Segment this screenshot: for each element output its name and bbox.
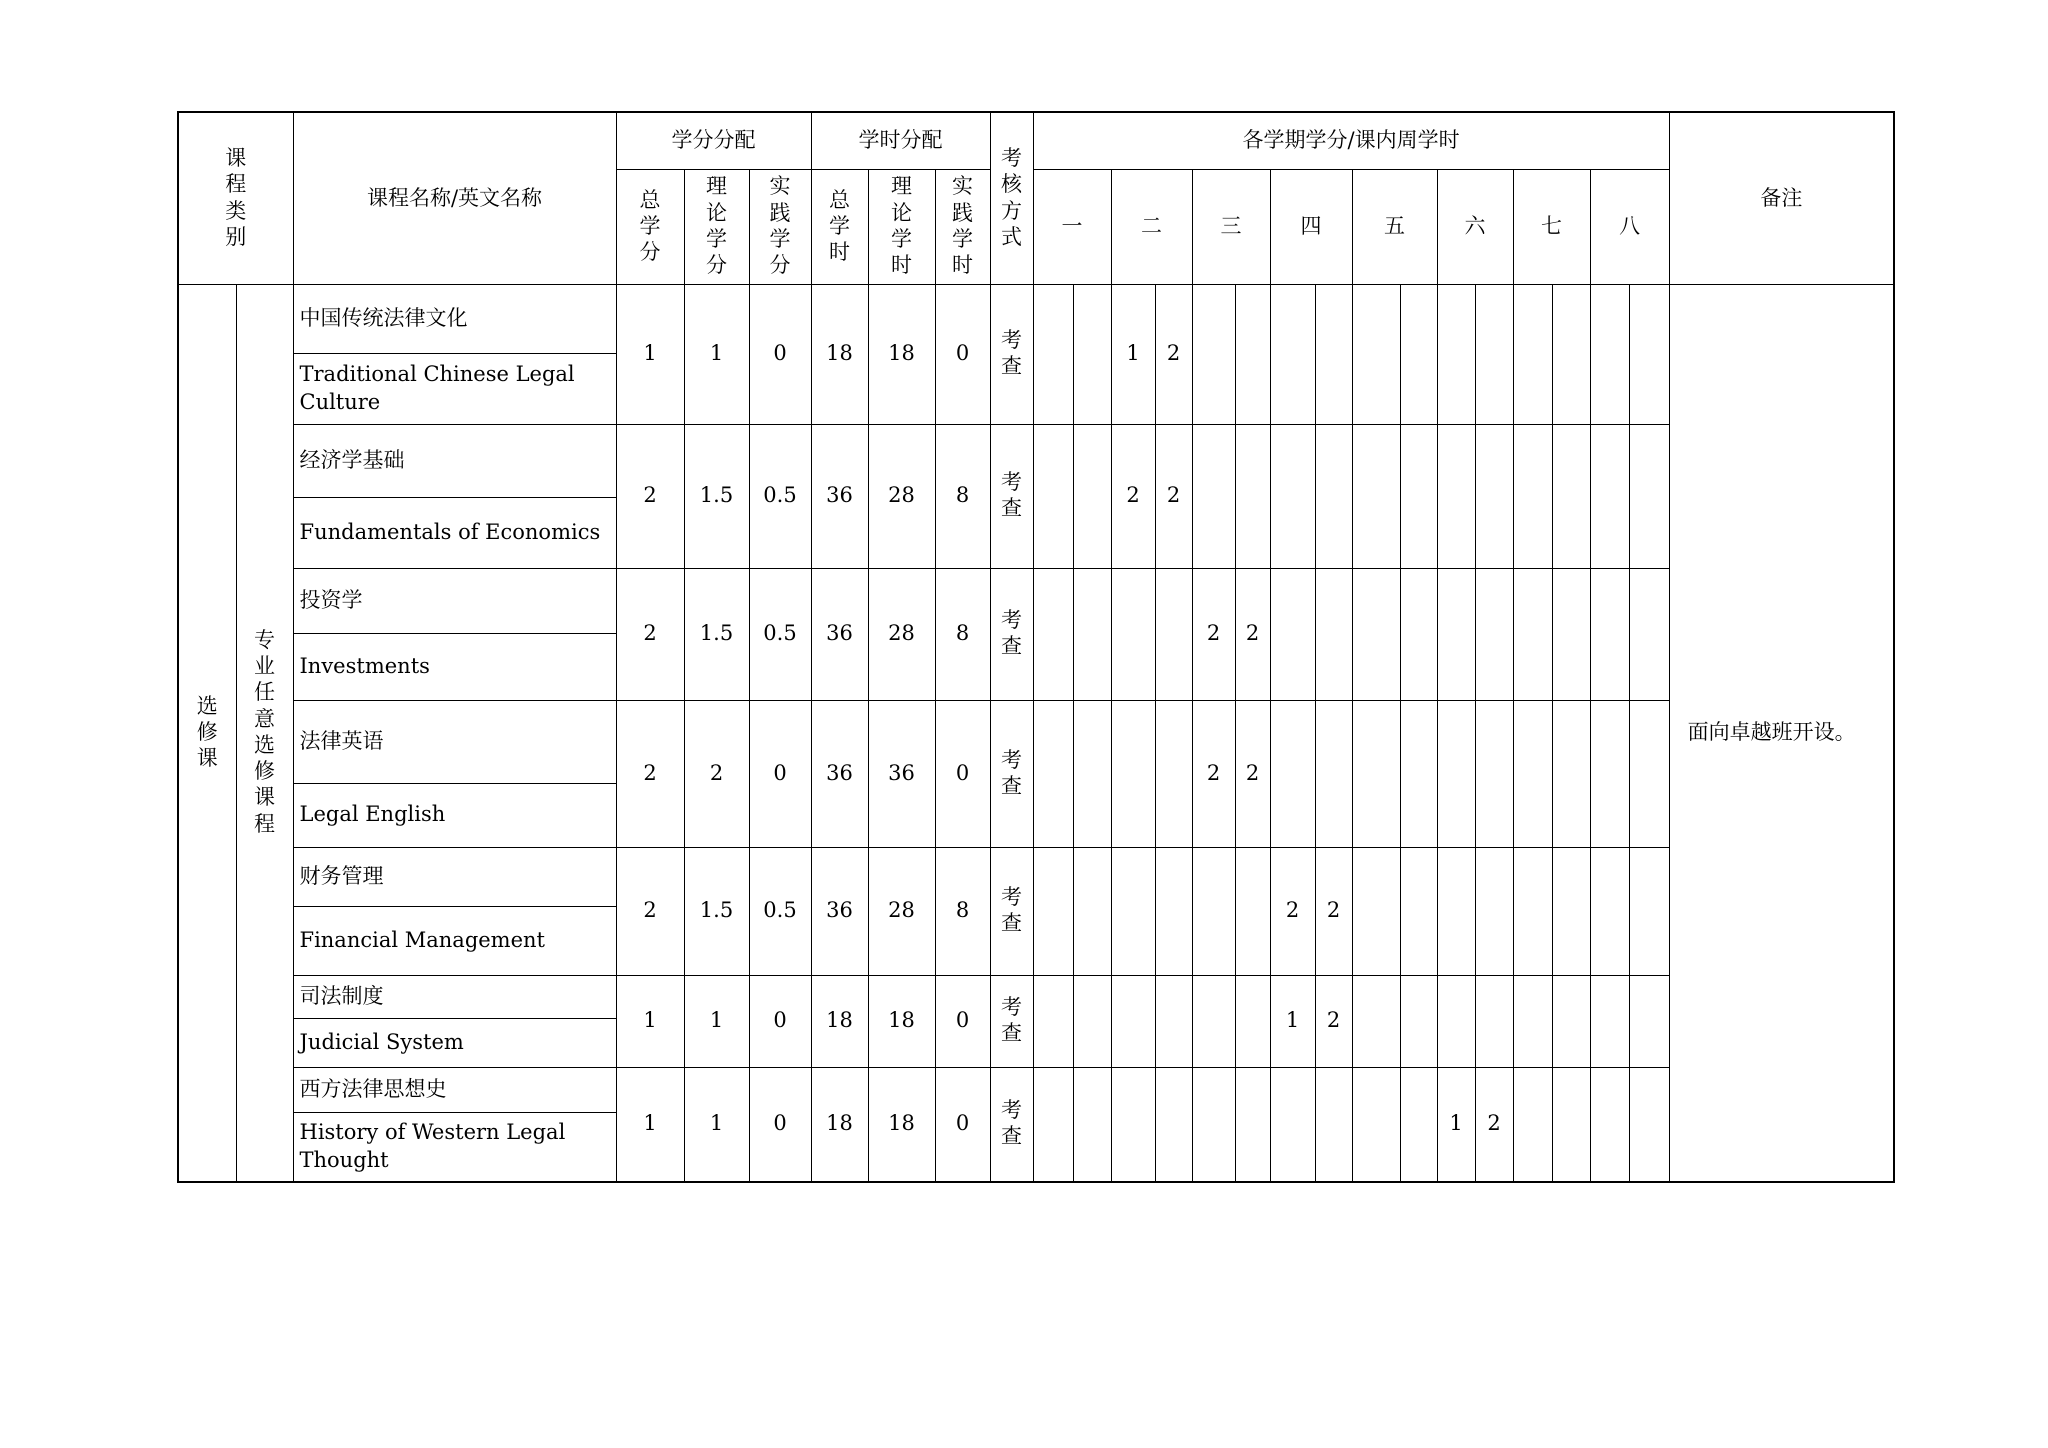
cell-hour-theory: 18 [868, 1067, 935, 1182]
cell-semester-empty [1629, 284, 1669, 424]
cell-semester-empty [1155, 847, 1192, 975]
cell-semester-empty [1513, 700, 1552, 847]
cell-semester-empty [1513, 1067, 1552, 1182]
cell-semester-empty [1033, 1067, 1073, 1182]
remark-cell: 面向卓越班开设。 [1669, 284, 1894, 1182]
cell-semester-empty [1270, 700, 1315, 847]
cell-semester-hours: 2 [1475, 1067, 1513, 1182]
header-credit-distribution: 学分分配 [616, 112, 811, 169]
cell-semester-empty [1192, 975, 1235, 1067]
cell-semester-empty [1437, 975, 1475, 1067]
cell-semester-empty [1315, 284, 1352, 424]
cell-assessment-text: 考查 [1001, 885, 1023, 936]
cell-semester-empty [1513, 284, 1552, 424]
cell-credit-total: 2 [616, 847, 684, 975]
cell-assessment [990, 1067, 1033, 1182]
header-semester-2: 二 [1111, 169, 1192, 284]
header-hour-total-text: 总学时 [829, 187, 851, 265]
cell-hour-total: 36 [811, 700, 868, 847]
category-sub-text: 专业任意选修课程 [254, 627, 275, 836]
cell-semester-empty [1111, 975, 1155, 1067]
cell-hour-practice: 8 [935, 568, 990, 700]
course-name-en: Legal English [293, 783, 616, 847]
cell-semester-empty [1552, 568, 1590, 700]
cell-assessment-text: 考查 [1001, 747, 1023, 798]
cell-hour-practice: 8 [935, 847, 990, 975]
cell-credit-total: 2 [616, 700, 684, 847]
header-hour-practice [935, 169, 990, 284]
header-semester-3: 三 [1192, 169, 1270, 284]
header-credit-theory-text: 理论学分 [706, 174, 727, 278]
cell-credit-total: 1 [616, 284, 684, 424]
cell-assessment-text: 考查 [1001, 470, 1023, 521]
cell-semester-empty [1552, 700, 1590, 847]
cell-semester-credit: 2 [1192, 568, 1235, 700]
cell-semester-empty [1629, 424, 1669, 568]
cell-hour-theory: 18 [868, 975, 935, 1067]
cell-credit-theory: 1 [684, 1067, 749, 1182]
course-name-cn: 法律英语 [293, 700, 616, 783]
category-main [178, 284, 236, 1182]
header-hour-theory-text: 理论学时 [891, 174, 913, 278]
cell-semester-empty [1155, 700, 1192, 847]
cell-hour-total: 18 [811, 284, 868, 424]
cell-semester-empty [1270, 424, 1315, 568]
cell-assessment [990, 424, 1033, 568]
cell-semester-empty [1235, 284, 1270, 424]
cell-assessment [990, 700, 1033, 847]
cell-semester-empty [1437, 284, 1475, 424]
cell-semester-empty [1315, 700, 1352, 847]
cell-semester-empty [1033, 424, 1073, 568]
cell-semester-empty [1475, 568, 1513, 700]
cell-credit-total: 2 [616, 424, 684, 568]
cell-semester-empty [1475, 284, 1513, 424]
cell-semester-empty [1629, 700, 1669, 847]
cell-semester-empty [1235, 1067, 1270, 1182]
cell-semester-empty [1073, 568, 1111, 700]
cell-semester-credit: 1 [1270, 975, 1315, 1067]
cell-semester-hours: 2 [1155, 424, 1192, 568]
course-name-cn: 中国传统法律文化 [293, 284, 616, 353]
course-name-en: Financial Management [293, 906, 616, 975]
cell-semester-empty [1475, 424, 1513, 568]
header-hour-distribution: 学时分配 [811, 112, 990, 169]
cell-semester-empty [1552, 847, 1590, 975]
header-semester-7: 七 [1513, 169, 1590, 284]
cell-semester-empty [1270, 1067, 1315, 1182]
cell-semester-empty [1552, 975, 1590, 1067]
course-name-cn: 财务管理 [293, 847, 616, 906]
cell-semester-empty [1155, 1067, 1192, 1182]
cell-semester-empty [1513, 568, 1552, 700]
table-row [178, 1067, 1894, 1112]
course-name-en: Fundamentals of Economics [293, 497, 616, 568]
cell-hour-theory: 28 [868, 847, 935, 975]
cell-semester-empty [1475, 700, 1513, 847]
course-name-cn: 司法制度 [293, 975, 616, 1018]
header-hour-theory [868, 169, 935, 284]
cell-semester-empty [1033, 847, 1073, 975]
cell-assessment-text: 考查 [1001, 328, 1023, 379]
cell-semester-empty [1552, 1067, 1590, 1182]
course-name-cn: 西方法律思想史 [293, 1067, 616, 1112]
cell-hour-practice: 0 [935, 284, 990, 424]
cell-semester-empty [1629, 1067, 1669, 1182]
cell-semester-credit: 2 [1270, 847, 1315, 975]
cell-semester-empty [1352, 1067, 1400, 1182]
cell-assessment [990, 975, 1033, 1067]
cell-semester-empty [1400, 700, 1437, 847]
course-name-cn: 经济学基础 [293, 424, 616, 497]
cell-semester-empty [1629, 568, 1669, 700]
cell-semester-hours: 2 [1235, 568, 1270, 700]
table-row [178, 284, 1894, 353]
header-semester-5: 五 [1352, 169, 1437, 284]
category-sub [236, 284, 293, 1182]
cell-semester-empty [1033, 568, 1073, 700]
cell-hour-practice: 8 [935, 424, 990, 568]
cell-semester-empty [1400, 975, 1437, 1067]
cell-semester-empty [1315, 424, 1352, 568]
course-name-en: History of Western Legal Thought [293, 1112, 616, 1182]
cell-credit-theory: 1 [684, 975, 749, 1067]
cell-hour-theory: 36 [868, 700, 935, 847]
table-row [178, 847, 1894, 906]
cell-semester-hours: 2 [1315, 847, 1352, 975]
cell-credit-practice: 0 [749, 975, 811, 1067]
cell-semester-empty [1352, 424, 1400, 568]
course-name-en: Judicial System [293, 1018, 616, 1067]
cell-hour-practice: 0 [935, 975, 990, 1067]
cell-semester-empty [1073, 700, 1111, 847]
cell-semester-hours: 2 [1235, 700, 1270, 847]
cell-semester-empty [1111, 1067, 1155, 1182]
cell-semester-empty [1590, 568, 1629, 700]
cell-semester-empty [1235, 847, 1270, 975]
cell-semester-empty [1192, 1067, 1235, 1182]
cell-semester-empty [1033, 284, 1073, 424]
cell-semester-empty [1590, 1067, 1629, 1182]
cell-semester-empty [1552, 424, 1590, 568]
cell-semester-empty [1552, 284, 1590, 424]
cell-assessment [990, 847, 1033, 975]
cell-semester-empty [1400, 568, 1437, 700]
cell-semester-empty [1073, 424, 1111, 568]
course-name-cn: 投资学 [293, 568, 616, 633]
cell-credit-practice: 0.5 [749, 424, 811, 568]
header-credit-total-text: 总学分 [639, 187, 661, 265]
cell-assessment [990, 284, 1033, 424]
cell-semester-empty [1352, 568, 1400, 700]
cell-credit-practice: 0 [749, 1067, 811, 1182]
table-row [178, 975, 1894, 1018]
cell-hour-total: 36 [811, 568, 868, 700]
cell-semester-empty [1073, 975, 1111, 1067]
cell-semester-empty [1629, 975, 1669, 1067]
header-semester-4: 四 [1270, 169, 1352, 284]
cell-semester-empty [1111, 700, 1155, 847]
cell-semester-empty [1352, 284, 1400, 424]
cell-semester-empty [1400, 284, 1437, 424]
cell-semester-empty [1400, 1067, 1437, 1182]
header-semester-8: 八 [1590, 169, 1669, 284]
cell-semester-empty [1352, 847, 1400, 975]
cell-semester-empty [1437, 568, 1475, 700]
cell-semester-empty [1437, 700, 1475, 847]
header-credit-theory [684, 169, 749, 284]
cell-semester-empty [1475, 975, 1513, 1067]
cell-semester-empty [1629, 847, 1669, 975]
cell-hour-total: 36 [811, 847, 868, 975]
cell-semester-empty [1111, 847, 1155, 975]
cell-credit-practice: 0 [749, 700, 811, 847]
table-row [178, 424, 1894, 497]
cell-credit-theory: 1.5 [684, 847, 749, 975]
table-row [178, 700, 1894, 783]
cell-credit-total: 1 [616, 1067, 684, 1182]
cell-hour-theory: 28 [868, 568, 935, 700]
cell-credit-theory: 2 [684, 700, 749, 847]
header-semester-6: 六 [1437, 169, 1513, 284]
cell-credit-total: 2 [616, 568, 684, 700]
cell-semester-empty [1315, 1067, 1352, 1182]
cell-hour-total: 18 [811, 1067, 868, 1182]
cell-semester-empty [1400, 847, 1437, 975]
cell-semester-empty [1590, 700, 1629, 847]
cell-credit-practice: 0 [749, 284, 811, 424]
header-semester-1: 一 [1033, 169, 1111, 284]
cell-credit-theory: 1.5 [684, 424, 749, 568]
cell-semester-empty [1437, 424, 1475, 568]
cell-semester-empty [1590, 975, 1629, 1067]
cell-semester-empty [1513, 424, 1552, 568]
cell-assessment [990, 568, 1033, 700]
cell-semester-empty [1590, 284, 1629, 424]
cell-semester-empty [1590, 847, 1629, 975]
header-credit-practice [749, 169, 811, 284]
cell-credit-theory: 1 [684, 284, 749, 424]
cell-semester-credit: 2 [1192, 700, 1235, 847]
cell-semester-empty [1315, 568, 1352, 700]
cell-semester-empty [1192, 424, 1235, 568]
cell-semester-empty [1111, 568, 1155, 700]
cell-semester-empty [1400, 424, 1437, 568]
cell-semester-hours: 2 [1155, 284, 1192, 424]
header-hour-total [811, 169, 868, 284]
header-semesters-title: 各学期学分/课内周学时 [1033, 112, 1669, 169]
header-course-name: 课程名称/英文名称 [293, 112, 616, 284]
cell-credit-theory: 1.5 [684, 568, 749, 700]
cell-semester-hours: 2 [1315, 975, 1352, 1067]
cell-hour-theory: 28 [868, 424, 935, 568]
curriculum-table [177, 111, 1895, 1183]
course-name-en: Traditional Chinese Legal Culture [293, 353, 616, 424]
cell-semester-empty [1033, 975, 1073, 1067]
cell-semester-empty [1192, 284, 1235, 424]
cell-semester-empty [1513, 975, 1552, 1067]
cell-semester-credit: 1 [1437, 1067, 1475, 1182]
header-assessment-text: 考核方式 [1001, 146, 1023, 249]
cell-hour-practice: 0 [935, 700, 990, 847]
cell-assessment-text: 考查 [1001, 608, 1023, 659]
cell-semester-empty [1155, 568, 1192, 700]
cell-semester-empty [1155, 975, 1192, 1067]
header-category [178, 112, 293, 284]
header-remarks: 备注 [1669, 112, 1894, 284]
cell-semester-empty [1513, 847, 1552, 975]
cell-semester-empty [1033, 700, 1073, 847]
cell-semester-empty [1437, 847, 1475, 975]
cell-semester-empty [1073, 1067, 1111, 1182]
cell-semester-empty [1475, 847, 1513, 975]
category-main-text: 选修课 [196, 693, 218, 771]
table-row [178, 568, 1894, 633]
header-hour-practice-text: 实践学时 [952, 174, 974, 278]
cell-semester-empty [1073, 847, 1111, 975]
cell-assessment-text: 考查 [1001, 995, 1023, 1046]
header-credit-total [616, 169, 684, 284]
cell-semester-empty [1235, 424, 1270, 568]
cell-semester-empty [1270, 284, 1315, 424]
cell-credit-practice: 0.5 [749, 847, 811, 975]
cell-semester-empty [1270, 568, 1315, 700]
cell-semester-empty [1192, 847, 1235, 975]
cell-semester-empty [1073, 284, 1111, 424]
course-name-en: Investments [293, 633, 616, 700]
cell-hour-total: 36 [811, 424, 868, 568]
cell-credit-practice: 0.5 [749, 568, 811, 700]
header-category-text: 课程类别 [225, 146, 247, 249]
cell-semester-empty [1590, 424, 1629, 568]
cell-semester-empty [1352, 975, 1400, 1067]
cell-hour-practice: 0 [935, 1067, 990, 1182]
cell-semester-empty [1235, 975, 1270, 1067]
cell-hour-theory: 18 [868, 284, 935, 424]
cell-semester-credit: 2 [1111, 424, 1155, 568]
header-credit-practice-text: 实践学分 [769, 174, 791, 278]
cell-credit-total: 1 [616, 975, 684, 1067]
cell-assessment-text: 考查 [1001, 1098, 1023, 1149]
cell-hour-total: 18 [811, 975, 868, 1067]
cell-semester-credit: 1 [1111, 284, 1155, 424]
header-assessment [990, 112, 1033, 284]
cell-semester-empty [1352, 700, 1400, 847]
